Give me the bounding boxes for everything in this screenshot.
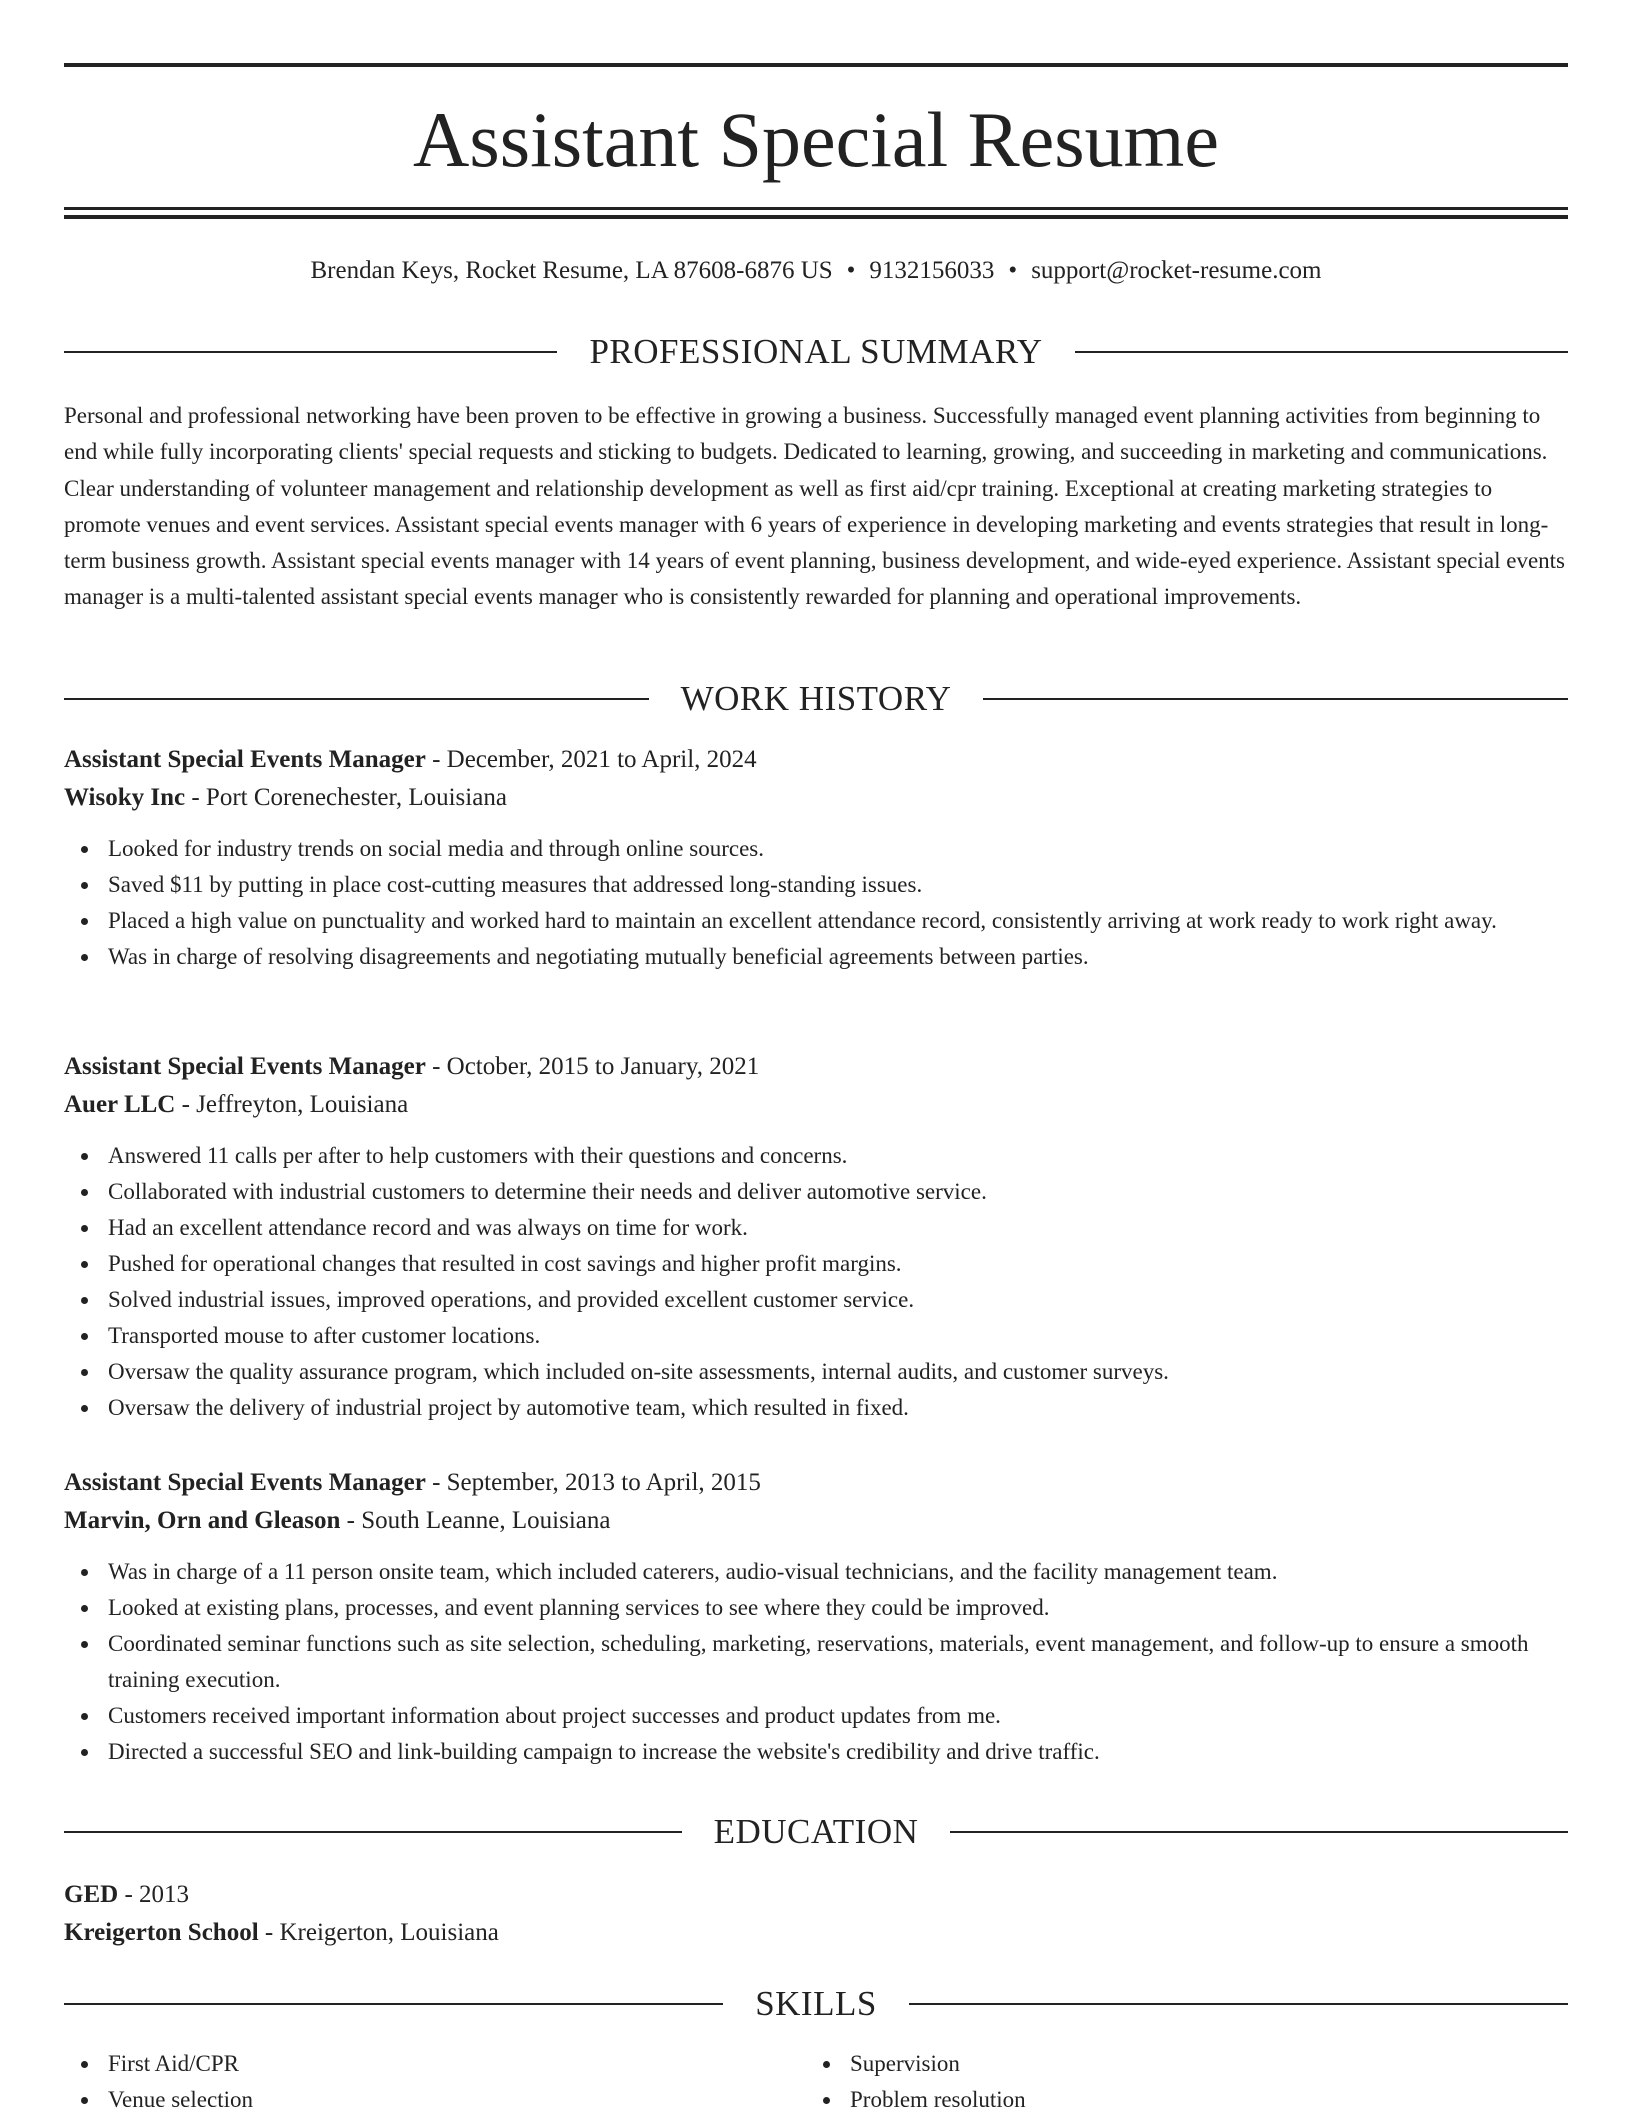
education-degree: GED [64,1881,119,1908]
summary-text: Personal and professional networking have been proven to be effective in growing a business. Successfully managed event planning activities from beginning to end while fully incorporating clients' special requests and sticking to budgets. Dedicated to learning, growing, and succeeding in marketing and communications. Clear understanding of volunteer management and relationship development as well as first aid/cpr training. Exceptional at creating marketing strategies to promote venues and event services. Assistant special events manager with 6 years of experience in developing marketing and events strategies that result in long-term business growth. Assistant special events manager with 14 years of event planning, business development, and wide-eyed experience. Assistant special events manager is a multi-talented assistant special events manager who is consistently rewarded for planning and operational improvements. [64,403,1566,610]
contact-phone: 9132156033 [869,257,995,284]
skill-item: First Aid/CPR [64,2046,806,2082]
job-bullet: Oversaw the quality assurance program, which included on-site assessments, internal audits, and customer surveys. [64,1354,1568,1390]
summary-heading [64,330,1568,374]
education-entry [64,1876,1568,1952]
job-entry [64,1048,1568,1426]
job-bullet: Directed a successful SEO and link-building campaign to increase the website's credibility and drive traffic. [64,1734,1568,1770]
divider-line [950,1831,1568,1833]
work-heading-label: WORK HISTORY [680,679,952,718]
divider-line [909,2003,1568,2005]
top-rule [64,63,1568,67]
job-title: Assistant Special Events Manager [64,746,426,773]
job-company: Marvin, Orn and Gleason [64,1507,341,1534]
job-title-line [64,741,1568,779]
job-location: - Port Corenechester, Louisiana [185,784,507,811]
job-bullet: Collaborated with industrial customers to determine their needs and deliver automotive service. [64,1174,1568,1210]
job-dates: - December, 2021 to April, 2024 [425,746,757,773]
contact-line [64,254,1568,288]
job-company: Wisoky Inc [64,784,186,811]
education-heading [64,1810,1568,1854]
divider-line [64,351,557,353]
job-bullet: Was in charge of resolving disagreements and negotiating mutually beneficial agreements between parties. [64,939,1568,975]
job-bullet: Placed a high value on punctuality and worked hard to maintain an excellent attendance record, consistently arriving at work ready to work right away. [64,903,1568,939]
resume-title: Assistant Special Resume [413,96,1219,183]
skills-column-left [64,2046,806,2118]
divider-line [983,698,1568,700]
education-school-line [64,1914,1568,1952]
job-dates: - October, 2015 to January, 2021 [425,1053,760,1080]
job-location: - South Leanne, Louisiana [340,1507,611,1534]
job-entry [64,1464,1568,1770]
contact-address: Brendan Keys, Rocket Resume, LA 87608-6876 US [310,257,833,284]
job-bullet: Answered 11 calls per after to help customers with their questions and concerns. [64,1138,1568,1174]
job-bullet: Saved $11 by putting in place cost-cutting measures that addressed long-standing issues. [64,867,1568,903]
job-bullet: Was in charge of a 11 person onsite team, which included caterers, audio-visual technicians, and the facility management team. [64,1554,1568,1590]
skills-list [64,2046,1568,2118]
education-heading-label: EDUCATION [713,1812,919,1851]
divider-line [64,1831,682,1833]
job-company-line [64,1086,1568,1124]
job-title: Assistant Special Events Manager [64,1469,426,1496]
skill-item: Supervision [806,2046,1548,2082]
job-company: Auer LLC [64,1091,176,1118]
contact-separator: • [1008,257,1018,284]
job-bullet: Coordinated seminar functions such as site selection, scheduling, marketing, reservations, materials, event management, and follow-up to ensure a smooth training execution. [64,1626,1568,1698]
education-location: - Kreigerton, Louisiana [258,1919,499,1946]
job-bullet: Solved industrial issues, improved operations, and provided excellent customer service. [64,1282,1568,1318]
contact-email: support@rocket-resume.com [1031,257,1322,284]
job-bullet: Oversaw the delivery of industrial project by automotive team, which resulted in fixed. [64,1390,1568,1426]
divider-line [64,2003,723,2005]
job-bullets [64,1554,1568,1770]
job-title-line [64,1464,1568,1502]
summary-heading-label: PROFESSIONAL SUMMARY [589,332,1043,371]
job-title: Assistant Special Events Manager [64,1053,426,1080]
education-year: - 2013 [118,1881,190,1908]
job-company-line [64,1502,1568,1540]
work-heading [64,677,1568,721]
skill-item: Problem resolution [806,2082,1548,2118]
job-bullet: Looked at existing plans, processes, and event planning services to see where they could be improved. [64,1590,1568,1626]
job-bullet: Transported mouse to after customer locations. [64,1318,1568,1354]
job-bullets [64,1138,1568,1426]
job-dates: - September, 2013 to April, 2015 [425,1469,761,1496]
skills-heading [64,1982,1568,2026]
skills-heading-label: SKILLS [755,1984,877,2023]
education-degree-line [64,1876,1568,1914]
job-bullet: Pushed for operational changes that resulted in cost savings and higher profit margins. [64,1246,1568,1282]
job-location: - Jeffreyton, Louisiana [175,1091,409,1118]
job-bullet: Customers received important information about project successes and product updates from me. [64,1698,1568,1734]
contact-separator: • [846,257,856,284]
job-company-line [64,779,1568,817]
job-bullet: Looked for industry trends on social media and through online sources. [64,831,1568,867]
job-entry [64,741,1568,975]
job-title-line [64,1048,1568,1086]
skills-column-right [806,2046,1548,2118]
education-school: Kreigerton School [64,1919,259,1946]
job-bullets [64,831,1568,975]
job-bullet: Had an excellent attendance record and was always on time for work. [64,1210,1568,1246]
title-double-rule [64,207,1568,219]
divider-line [64,698,649,700]
divider-line [1075,351,1568,353]
skill-item: Venue selection [64,2082,806,2118]
